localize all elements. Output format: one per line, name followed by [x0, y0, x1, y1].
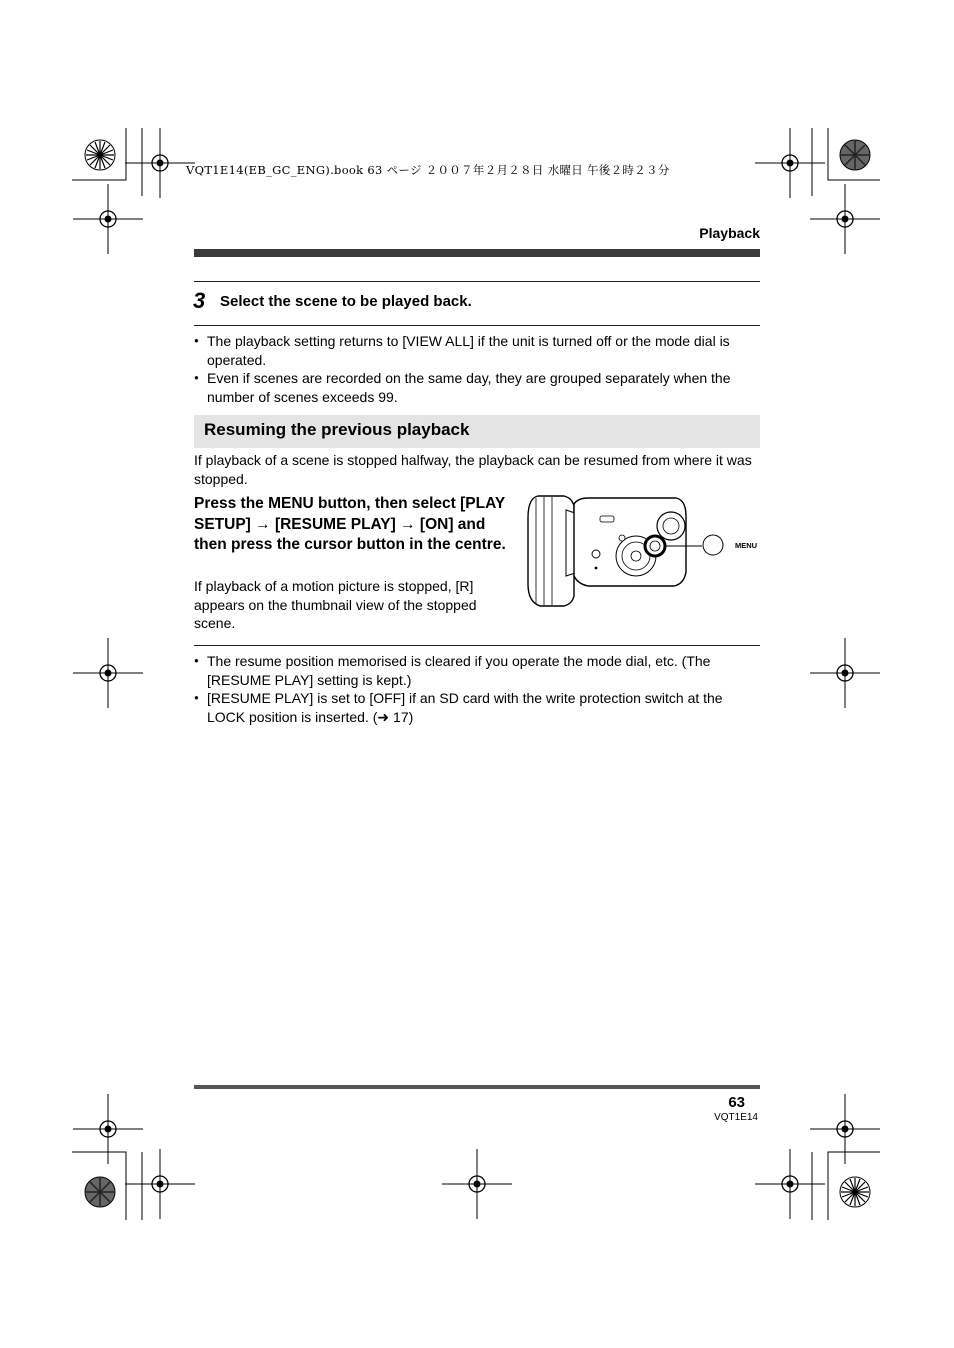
step-number: 3	[193, 288, 206, 313]
list-item: ● The resume position memorised is cleared if you operate the mode dial, etc. (The [RESUME PLAY] setting is kept.)	[194, 652, 760, 689]
print-header: VQT1E14(EB_GC_ENG).book 63 ページ ２００７年２月２８日 水曜日 午後２時２３分	[186, 163, 670, 177]
step-notes-list	[194, 332, 760, 406]
camera-illustration	[524, 488, 762, 610]
header-rule	[194, 249, 760, 257]
step-top-rule	[194, 281, 760, 282]
model-code: VQT1E14	[714, 1112, 758, 1123]
list-item: ● Even if scenes are recorded on the same day, they are grouped separately when the number of scenes exceeds 99.	[194, 369, 760, 406]
list-item: ● The playback setting returns to [VIEW ALL] if the unit is turned off or the mode dial is operated.	[194, 332, 760, 369]
section-title-band	[194, 415, 760, 448]
instruction-note: If playback of a motion picture is stopped, [R] appears on the thumbnail view of the stopped scene.	[194, 578, 477, 631]
list-item: ● [RESUME PLAY] is set to [OFF] if an SD card with the write protection switch at the LOCK position is inserted. (➜ 17)	[194, 689, 760, 726]
step-heading: Select the scene to be played back.	[220, 293, 472, 310]
intro-paragraph: If playback of a scene is stopped halfway, the playback can be resumed from where it was stopped.	[194, 452, 752, 487]
instruction-text: Press the MENU button, then select [PLAY SETUP] → [RESUME PLAY] → [ON] and then press the cursor button in the centre.	[194, 495, 506, 553]
page-number: 63	[728, 1094, 745, 1111]
footer-rule	[194, 1085, 760, 1089]
step-bottom-rule	[194, 325, 760, 326]
section-label: Playback	[699, 225, 760, 241]
menu-callout-label: MENU	[735, 541, 758, 550]
notes-top-rule	[194, 645, 760, 646]
section-title: Resuming the previous playback	[204, 420, 470, 439]
resume-notes-list	[194, 652, 760, 726]
